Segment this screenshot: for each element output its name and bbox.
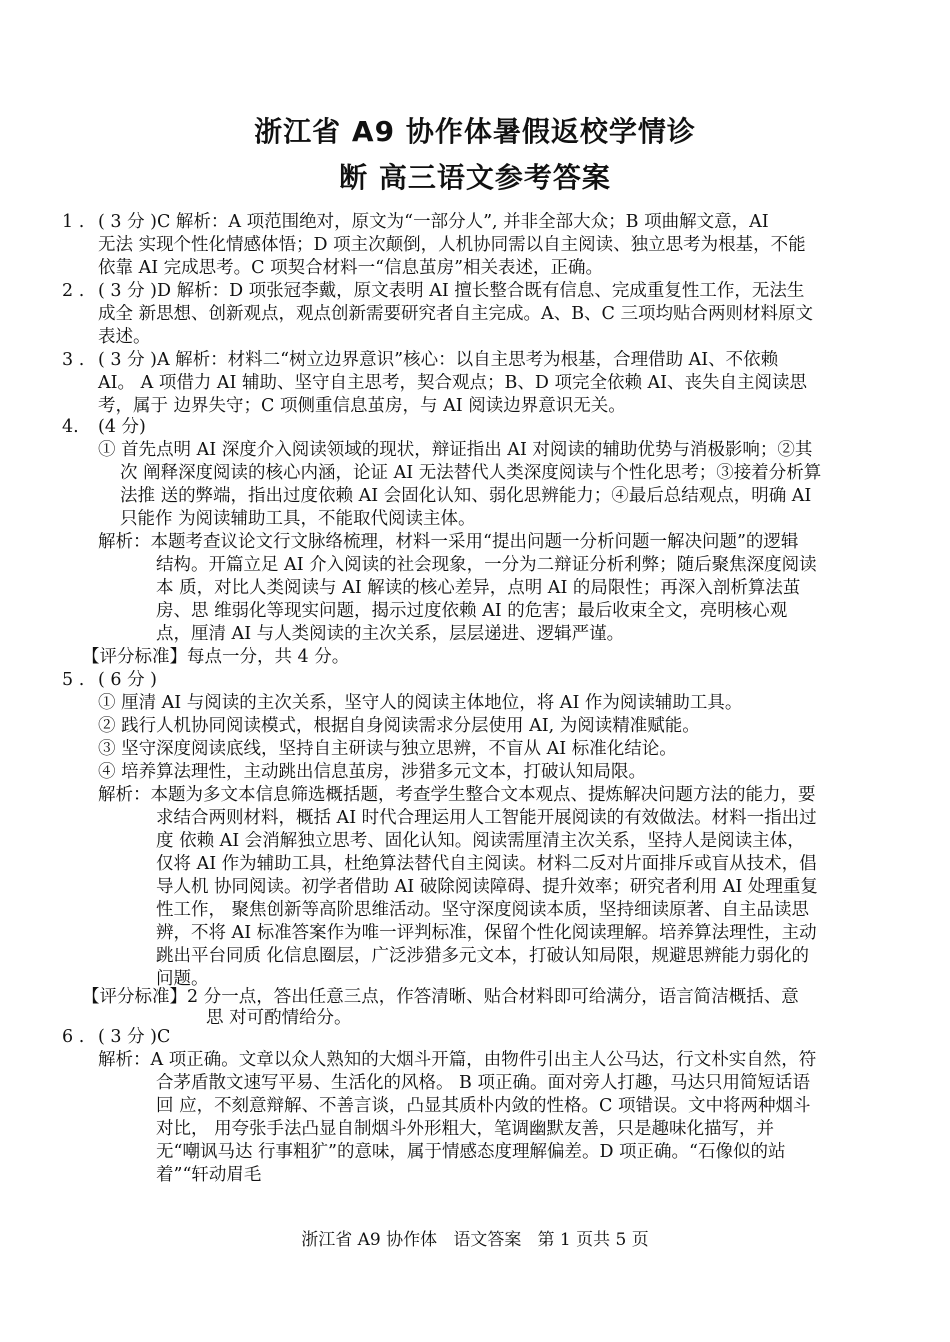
score-label: ( 3 分 )C: [98, 1027, 171, 1047]
question-number: 2 .: [62, 281, 85, 301]
answer-point: ① 厘清 AI 与阅读的主次关系，坚守人的阅读主体地位，将 AI 作为阅读辅助工具。: [98, 693, 743, 713]
scoring-criteria: 【评分标准】2 分一点，答出任意三点，作答清晰、贴合材料即可给满分，语言简洁概括、意: [82, 987, 799, 1007]
analysis-line: 跳出平台同质 化信息圈层，广泛涉猎多元文本，打破认知局限，规避思辨能力弱化的: [156, 946, 810, 966]
analysis-line: 本 质，对比人类阅读与 AI 解读的核心差异，点明 AI 的局限性；再深入剖析算法茧: [156, 578, 801, 598]
analysis-line: 对比， 用夸张手法凸显自制烟斗外形粗大，笔调幽默友善，只是趣味化描写，并: [156, 1119, 775, 1139]
score-label: (4 分): [98, 417, 146, 437]
question-2: [0, 280, 950, 349]
answer-point: ③ 坚守深度阅读底线，坚持自主研读与独立思辨，不盲从 AI 标准化结论。: [98, 739, 677, 759]
answer-line: 成全 新思想、创新观点，观点创新需要研究者自主完成。A、B、C 三项均贴合两则材料原文: [98, 304, 814, 324]
analysis-line: 性工作， 聚焦创新等高阶思维活动。坚守深度阅读本质，坚持细读原著、自主品读思: [156, 900, 810, 920]
analysis-line: 合茅盾散文速写平易、生活化的风格。 B 项正确。面对旁人打趣，马达只用简短话语: [156, 1073, 810, 1093]
answer-line: AI。 A 项借力 AI 辅助、坚守自主思考，契合观点；B、D 项完全依赖 AI、丧失自主阅读思: [98, 373, 808, 393]
answer-point: ① 首先点明 AI 深度介入阅读领域的现状，辩证指出 AI 对阅读的辅助优势与消极影响；②其: [98, 440, 813, 460]
answer-point: 次 阐释深度阅读的核心内涵，论证 AI 无法替代人类深度阅读与个性化思考；③接着分析算: [120, 463, 822, 483]
question-number: 6 .: [62, 1027, 85, 1047]
answer-line: ( 3 分 )C 解析：A 项范围绝对，原文为“一部分人”, 并非全部大众；B 项曲解文意，AI: [98, 212, 769, 232]
page-footer: 浙江省 A9 协作体 语文答案 第 1 页共 5 页: [301, 1230, 649, 1250]
analysis-line: 导人机 协同阅读。初学者借助 AI 破除阅读障碍、提升效率；研究者利用 AI 处理重复: [156, 877, 818, 897]
analysis-line: 着”“轩动眉毛: [156, 1165, 262, 1185]
answer-point: ④ 培养算法理性，主动跳出信息茧房，涉猎多元文本，打破认知局限。: [98, 762, 647, 782]
analysis-line: 辨，不将 AI 标准答案作为唯一评判标准，保留个性化阅读理解。培养算法理性，主动: [156, 923, 817, 943]
document-title-line-2: 断 高三语文参考答案: [339, 161, 611, 194]
scoring-criteria: 【评分标准】每点一分，共 4 分。: [82, 647, 350, 667]
question-number: 5 .: [62, 670, 85, 690]
analysis-line: 结构。开篇立足 AI 介入阅读的社会现象，一分为二辩证分析利弊；随后聚焦深度阅读: [156, 555, 817, 575]
question-1: [0, 211, 950, 280]
score-label: ( 6 分 ): [98, 670, 157, 690]
analysis-line: 回 应，不刻意辩解、不善言谈，凸显其质朴内敛的性格。C 项错误。文中将两种烟斗: [156, 1096, 811, 1116]
analysis-heading: 解析：本题为多文本信息筛选概括题，考查学生整合文本观点、提炼解决问题方法的能力，要: [98, 785, 816, 805]
question-5: [0, 669, 950, 1029]
question-3: [0, 349, 950, 418]
analysis-heading: 解析：本题考查议论文行文脉络梳理，材料一采用“提出问题一分析问题一解决问题”的逻辑: [98, 532, 799, 552]
scoring-criteria-tail: 思 对可酌情给分。: [206, 1008, 352, 1028]
question-number: 4.: [62, 417, 79, 437]
analysis-line: 房、思 维弱化等现实问题，揭示过度依赖 AI 的危害；最后收束全文，亮明核心观: [156, 601, 788, 621]
answer-line: ( 3 分 )A 解析：材料二“树立边界意识”核心：以自主思考为根基，合理借助 AI、不依赖: [98, 350, 779, 370]
question-4: [0, 416, 950, 666]
document-title-line-1: 浙江省 A9 协作体暑假返校学情诊: [254, 115, 696, 148]
analysis-line: 点，厘清 AI 与人类阅读的主次关系，层层递进、逻辑严谨。: [156, 624, 625, 644]
analysis-line: 无“嘲讽马达 行事粗犷”的意味，属于情感态度理解偏差。D 项正确。“石像似的站: [156, 1142, 786, 1162]
analysis-line: 求结合两则材料，概括 AI 时代合理运用人工智能开展阅读的有效做法。材料一指出过: [156, 808, 817, 828]
answer-line: 依靠 AI 完成思考。C 项契合材料一“信息茧房”相关表述，正确。: [98, 258, 604, 278]
analysis-line: 问题。: [156, 969, 209, 989]
answer-line: 表述。: [98, 327, 151, 347]
answer-point: 只能作 为阅读辅助工具，不能取代阅读主体。: [120, 509, 476, 529]
analysis-line: 度 依赖 AI 会消解独立思考、固化认知。阅读需厘清主次关系，坚持人是阅读主体，: [156, 831, 805, 851]
analysis-heading: 解析：A 项正确。文章以众人熟知的大烟斗开篇，由物件引出主人公马达，行文朴实自然，符: [98, 1050, 817, 1070]
answer-point: 法推 送的弊端，指出过度依赖 AI 会固化认知、弱化思辨能力；④最后总结观点，明确 AI: [120, 486, 812, 506]
answer-line: 无法 实现个性化情感体悟；D 项主次颠倒，人机协同需以自主阅读、独立思考为根基，不能: [98, 235, 806, 255]
question-number: 3 .: [62, 350, 85, 370]
answer-point: ② 践行人机协同阅读模式，根据自身阅读需求分层使用 AI, 为阅读精准赋能。: [98, 716, 700, 736]
answer-line: ( 3 分 )D 解析：D 项张冠李戴，原文表明 AI 擅长整合既有信息、完成重复性工作，无法生: [98, 281, 805, 301]
analysis-line: 仅将 AI 作为辅助工具，杜绝算法替代自主阅读。材料二反对片面排斥或盲从技术，倡: [156, 854, 817, 874]
question-number: 1 .: [62, 212, 85, 232]
question-6: [0, 1026, 950, 1186]
answer-line: 考，属于 边界失守；C 项侧重信息茧房，与 AI 阅读边界意识无关。: [98, 396, 626, 416]
